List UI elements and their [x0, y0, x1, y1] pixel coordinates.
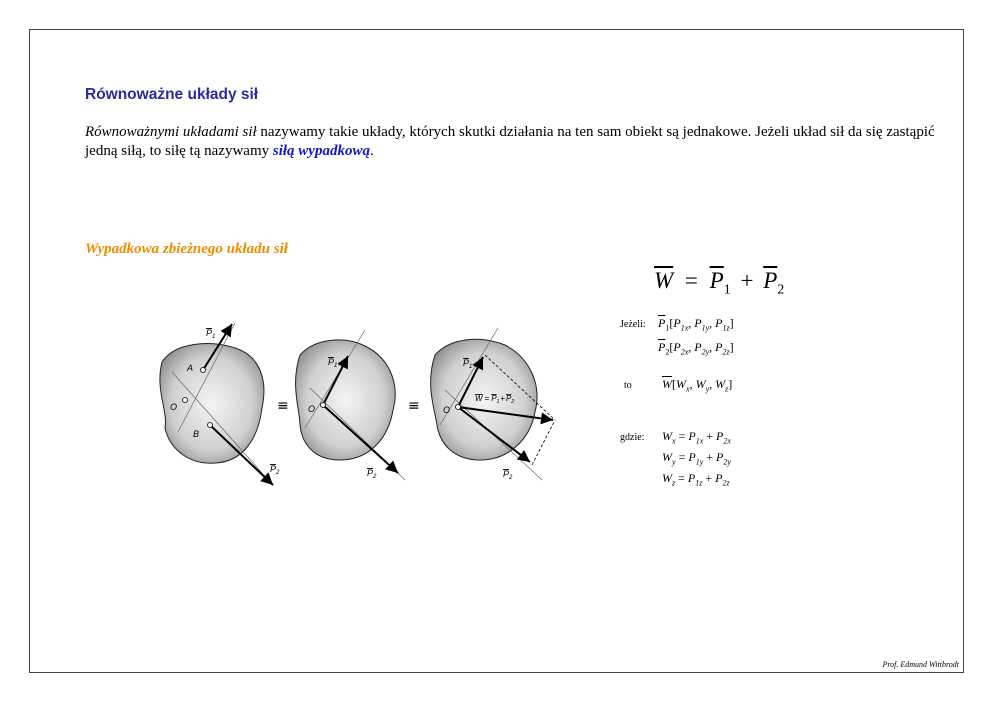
equivalence-symbol-2: ≡	[408, 398, 420, 414]
label-p2-3: $P_2$	[503, 469, 513, 481]
label-a: A	[187, 363, 194, 373]
point-b	[208, 423, 213, 428]
label-o-1: O	[170, 402, 178, 412]
parallelogram-side-2	[532, 420, 555, 465]
label-o-3: O	[443, 405, 451, 415]
label-p1-2: $P_1$	[328, 357, 338, 369]
p2-components: $\overline{P}_2[P_{2x}$, $P_{2y}$, $P_{2z}$]	[658, 340, 734, 357]
point-o-1	[183, 398, 188, 403]
force-diagram	[150, 310, 570, 495]
resultant-term: siłą wypadkową	[272, 143, 370, 159]
then-label: to	[624, 380, 632, 391]
formula-w: $\overline{W}$	[654, 268, 674, 293]
if-label: Jeżeli:	[620, 319, 646, 330]
footer-author: Prof. Edmund Wittbrodt	[882, 660, 959, 669]
label-o-2: O	[308, 404, 316, 414]
label-w-sum: $W = P_1+P_2$	[475, 394, 515, 405]
intro-text: nazywamy takie układy, których skutki działania na ten sam obiekt są jednakowe. Jeżeli układ sił da się zastąpić jedną siłą, to siłę tą nazywamy	[85, 124, 935, 159]
main-formula	[654, 268, 784, 299]
where-label: gdzie:	[620, 432, 645, 443]
intro-term: Równoważnymi układami sił	[85, 124, 257, 140]
formula-sub2: 2	[777, 282, 785, 298]
eq-wx: $W_x = P_{1x} + P_{2x}$	[662, 429, 731, 446]
formula-sub1: 1	[723, 282, 731, 298]
label-p1-3: $P_1$	[463, 358, 473, 370]
label-p2-1: $P_2$	[270, 464, 280, 476]
p1-components: $\overline{P}_1[P_{1x}$, $P_{1y}$, $P_{1z}$]	[658, 316, 734, 333]
equivalence-symbol-1: ≡	[277, 398, 289, 414]
eq-wz: $W_z = P_{1z} + P_{2z}$	[662, 471, 730, 488]
point-o-3	[456, 405, 461, 410]
label-p2-2: $P_2$	[367, 468, 377, 480]
point-o-2	[321, 403, 326, 408]
eq-wy: $W_y = P_{1y} + P_{2y}$	[662, 450, 731, 467]
section-subtitle: Wypadkowa zbieżnego układu sił	[85, 241, 288, 257]
formula-plus: +	[740, 268, 754, 293]
intro-paragraph	[85, 123, 935, 161]
page-title: Równoważne układy sił	[85, 86, 259, 103]
body-2	[296, 340, 396, 460]
label-b: B	[193, 429, 200, 439]
formula-p2: $\overline{P}$	[763, 268, 778, 293]
formula-p1: $\overline{P}$	[709, 268, 724, 293]
formula-eq: =	[684, 268, 698, 293]
w-components: $\overline{W}[W_x$, $W_y$, $W_z$]	[662, 377, 733, 394]
point-a	[201, 368, 206, 373]
label-p1-1: $P_1$	[206, 328, 216, 340]
intro-end: .	[369, 143, 374, 159]
